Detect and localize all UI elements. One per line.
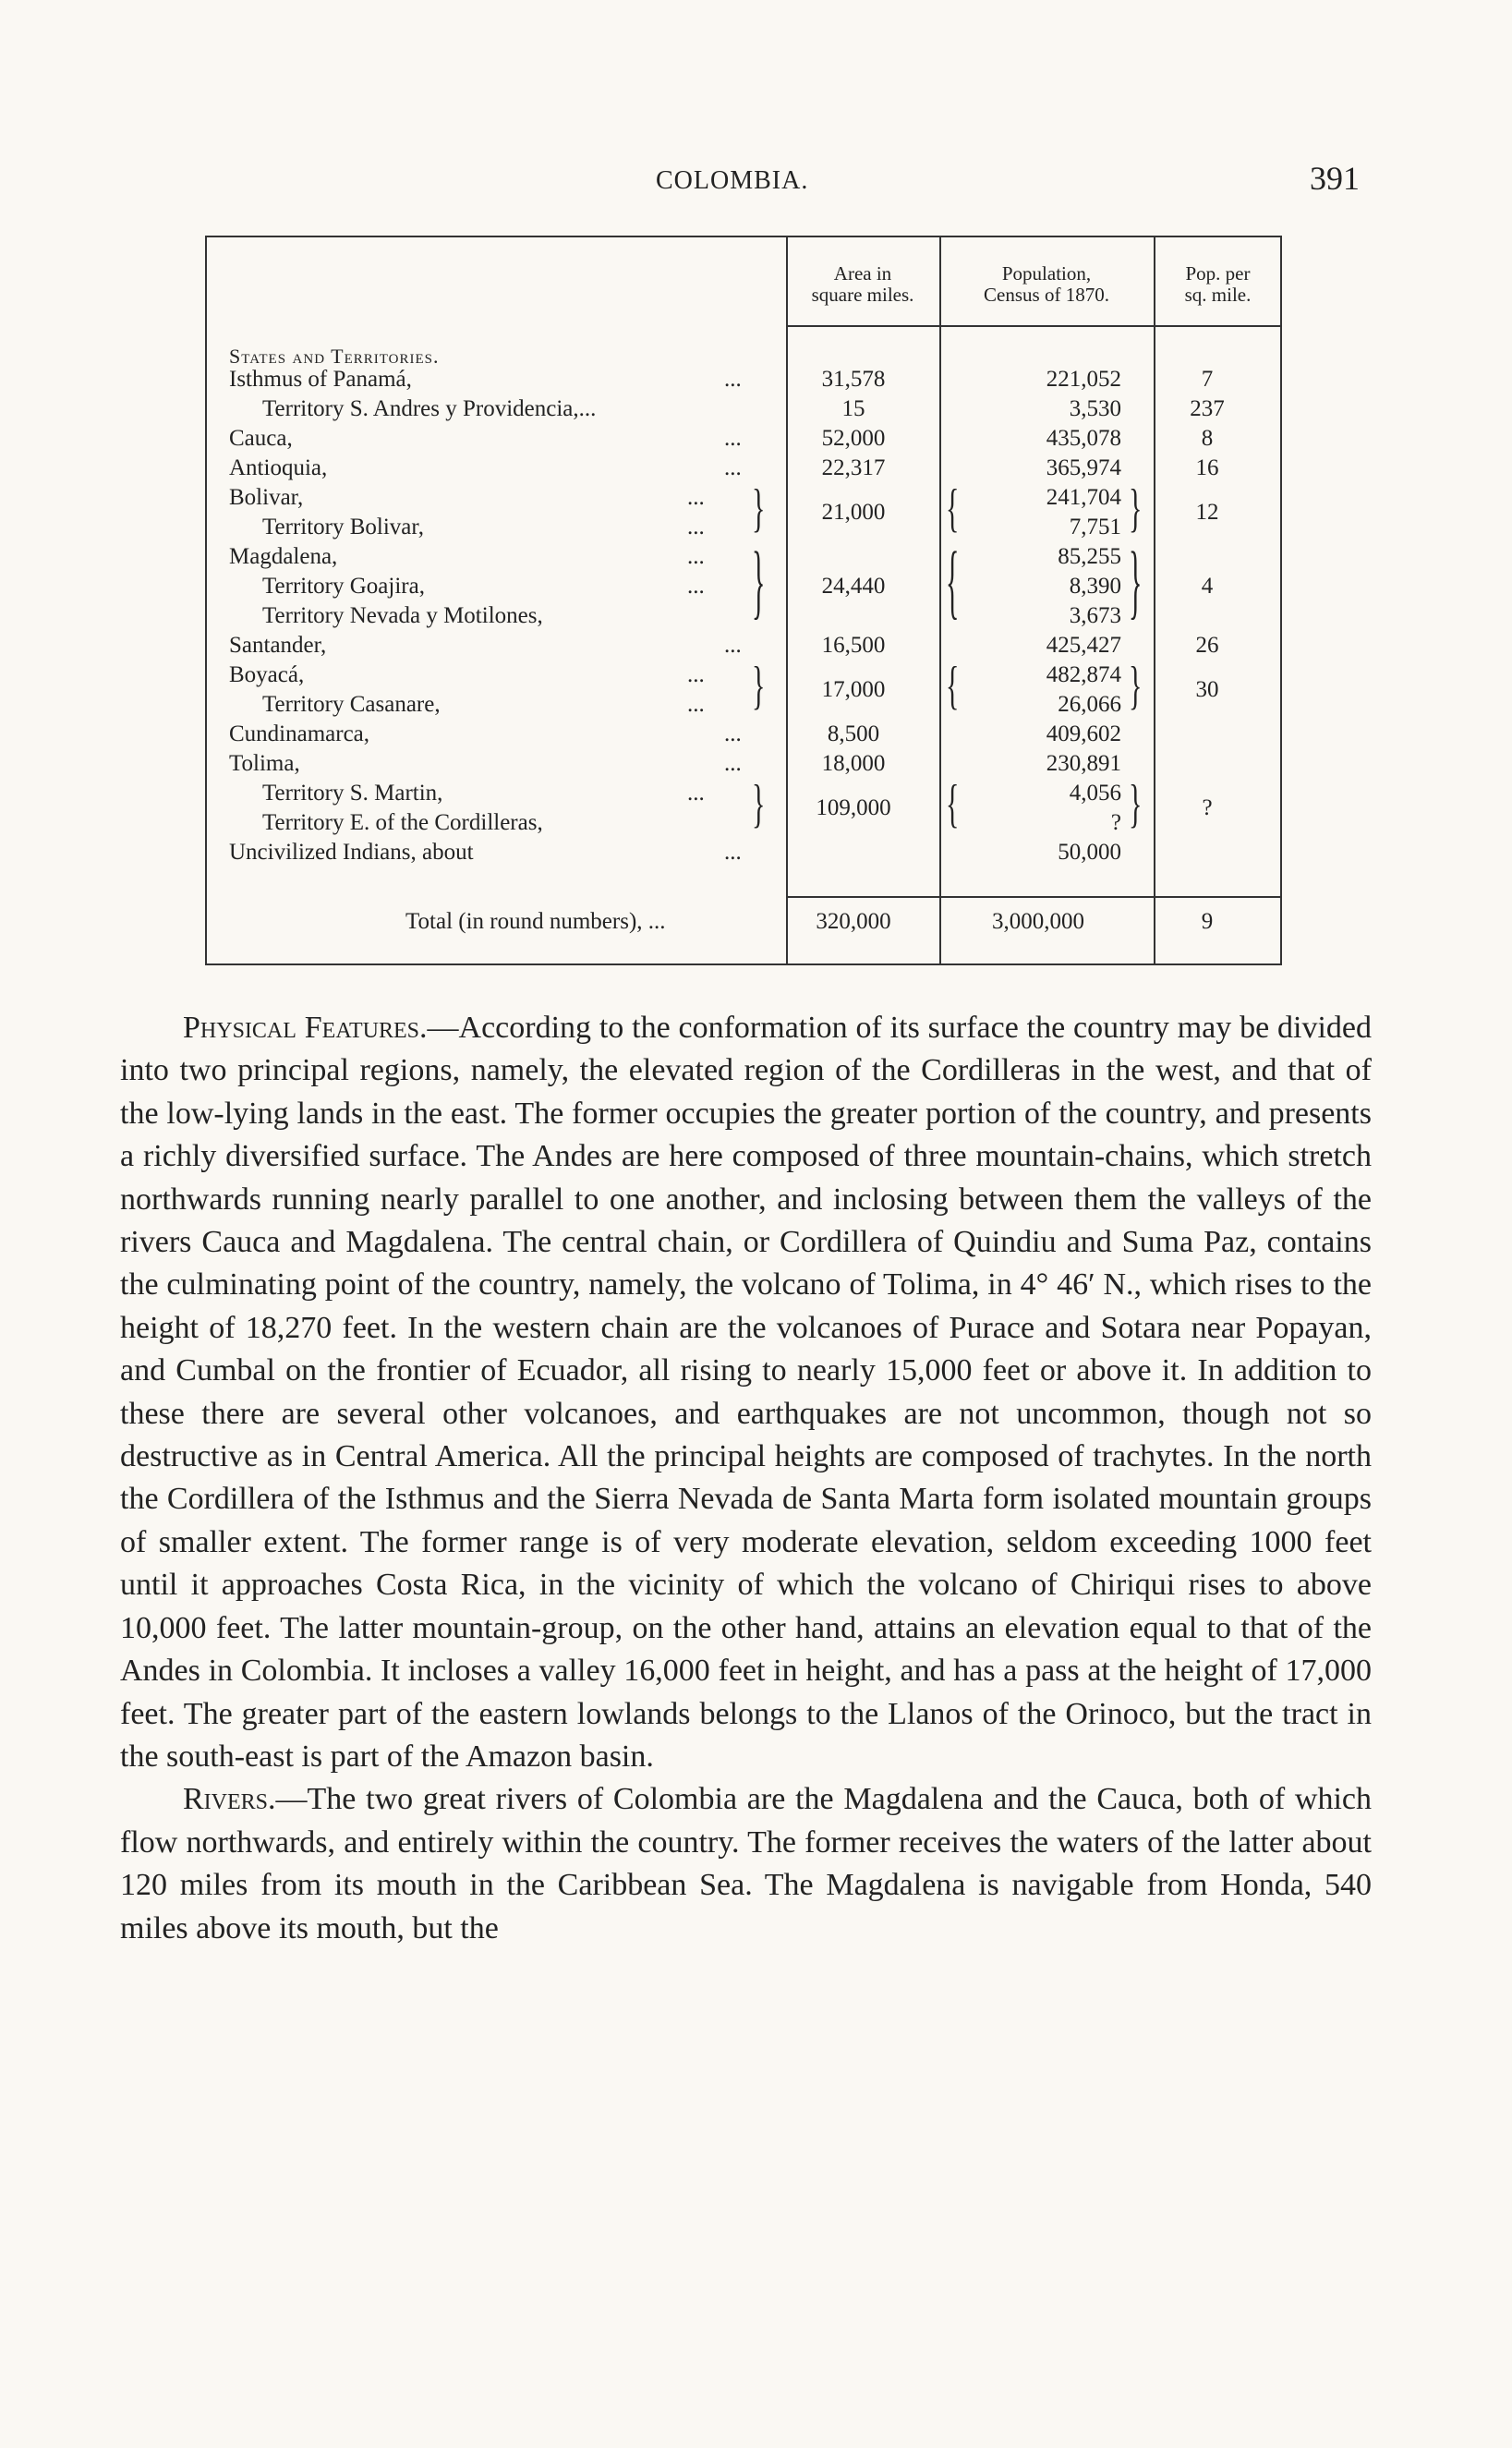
density-value: 7 — [1201, 367, 1214, 392]
total-area: 320,000 — [816, 909, 891, 934]
column-header-line: Area in — [833, 262, 892, 285]
population-value: 221,052 — [1046, 367, 1121, 392]
dot-leader: ... — [687, 485, 705, 510]
brace: } — [1129, 775, 1143, 834]
paragraph-physical-features — [120, 1007, 1372, 1778]
population-value: 8,390 — [1069, 574, 1121, 599]
page-header — [0, 159, 1512, 205]
population-value: 230,891 — [1046, 751, 1121, 776]
row-name: Tolima, — [229, 751, 300, 776]
row-name: Antioquia, — [229, 455, 328, 480]
population-value: 26,066 — [1058, 692, 1121, 717]
total-label: Total (in round numbers), ... — [405, 909, 666, 934]
section-heading: States and Territories. — [229, 345, 440, 368]
paragraph-heading: Physical Features. — [183, 1011, 428, 1045]
dot-leader: ... — [687, 544, 705, 569]
population-value: 85,255 — [1058, 544, 1121, 569]
density-value: ? — [1202, 795, 1213, 820]
paragraph-rivers — [120, 1778, 1372, 1950]
column-header-line: square miles. — [811, 284, 914, 306]
total-population: 3,000,000 — [992, 909, 1084, 934]
density-value: 12 — [1195, 500, 1219, 525]
column-header-line: Pop. per — [1185, 262, 1251, 285]
paragraph-body: —The two great rivers of Colombia are the Magdalena and the Cauca, both of which flow northwards, and entirely within the country. The former receives the waters of the latter about 120 miles from its mouth in the Caribbean Sea. The Magdalena is navigable from Honda, 540 miles above its mouth, but the — [120, 1782, 1372, 1945]
dot-leader: ... — [687, 515, 705, 539]
row-name: Territory S. Andres y Providencia,... — [262, 396, 597, 421]
area-value: 31,578 — [821, 367, 886, 392]
dot-leader: ... — [724, 367, 742, 392]
density-value: 16 — [1195, 455, 1219, 480]
population-value: 241,704 — [1046, 485, 1121, 510]
area-value: 22,317 — [821, 455, 886, 480]
area-value: 15 — [841, 396, 865, 421]
row-name: Territory E. of the Cordilleras, — [262, 810, 543, 835]
column-header-line: sq. mile. — [1184, 284, 1252, 306]
total-density: 9 — [1201, 909, 1214, 934]
population-value: ? — [1110, 810, 1121, 835]
brace: } — [752, 479, 766, 539]
row-name: Territory S. Martin, — [262, 781, 443, 806]
running-title: COLOMBIA. — [656, 166, 809, 195]
paragraph-body: —According to the conformation of its surface the country may be divided into two principal regions, namely, the elevated region of the Cordilleras in the west, and that of the low-lying lands in the east. The former occupies the greater portion of the country, and presents a richly diversified surface. The Andes are here composed of three mountain-chains, which stretch northwards running nearly parallel to one another, and inclosing between them the valleys of the rivers Cauca and Magdalena. The central chain, or Cordillera of Quindiu and Suma Paz, contains the culminating point of the country, namely, the volcano of Tolima, in 4° 46′ N., which rises to the height of 18,270 feet. In the western chain are the volcanoes of Purace and Sotara near Popayan, and Cumbal on the frontier of Ecuador, all rising to nearly 15,000 feet or above it. In addition to these there are several other volcanoes, and earthquakes are not uncommon, though not so destructive as in Central America. All the principal heights are composed of trachytes. In the north the Cordillera of the Isthmus and the Sierra Nevada de Santa Marta form isolated mountain groups of smaller extent. The former range is of very moderate elevation, seldom exceeding 1000 feet until it approaches Costa Rica, in the vicinity of which the volcano of Chiriqui rises to above 10,000 feet. The latter mountain-group, on the other hand, attains an elevation equal to that of the Andes in Colombia. It incloses a valley 16,000 feet in height, and has a pass at the height of 17,000 feet. The greater part of the eastern lowlands belongs to the Llanos of the Orinoco, but the tract in the south-east is part of the Amazon basin. — [120, 1011, 1372, 1774]
brace: { — [946, 775, 960, 834]
area-value: 16,500 — [821, 633, 886, 658]
density-value: 30 — [1195, 677, 1219, 702]
row-name: Territory Casanare, — [262, 692, 441, 717]
page-number: 391 — [1310, 160, 1360, 197]
density-value: 8 — [1201, 426, 1214, 451]
population-value: 7,751 — [1069, 515, 1121, 539]
brace: } — [752, 657, 766, 716]
brace: } — [1129, 537, 1143, 628]
dot-leader: ... — [724, 633, 742, 658]
header-rule — [786, 325, 1281, 327]
dot-leader: ... — [724, 721, 742, 746]
column-header-population — [939, 263, 1154, 306]
dot-leader: ... — [687, 692, 705, 717]
row-name: Territory Bolivar, — [262, 515, 424, 539]
dot-leader: ... — [687, 662, 705, 687]
dot-leader: ... — [687, 781, 705, 806]
column-rule — [939, 237, 941, 963]
dot-leader: ... — [724, 751, 742, 776]
column-header-density — [1154, 263, 1282, 306]
dot-leader: ... — [724, 455, 742, 480]
population-value: 435,078 — [1046, 426, 1121, 451]
dot-leader: ... — [724, 840, 742, 865]
brace: } — [1129, 479, 1143, 539]
density-value: 237 — [1190, 396, 1225, 421]
density-value: 26 — [1195, 633, 1219, 658]
area-value: 109,000 — [816, 795, 891, 820]
density-value: 4 — [1201, 574, 1214, 599]
statistics-table — [205, 236, 1282, 965]
brace: } — [1129, 657, 1143, 716]
brace: { — [946, 479, 960, 539]
column-header-line: Census of 1870. — [984, 284, 1109, 306]
brace: { — [946, 657, 960, 716]
row-name: Isthmus of Panamá, — [229, 367, 412, 392]
row-name: Bolivar, — [229, 485, 304, 510]
area-value: 17,000 — [821, 677, 886, 702]
population-value: 365,974 — [1046, 455, 1121, 480]
row-name: Cundinamarca, — [229, 721, 370, 746]
row-name: Boyacá, — [229, 662, 305, 687]
brace: { — [946, 537, 960, 628]
column-header-line: Population, — [1001, 262, 1092, 285]
row-name: Cauca, — [229, 426, 293, 451]
row-name: Santander, — [229, 633, 327, 658]
brace: } — [752, 537, 766, 628]
area-value: 18,000 — [821, 751, 886, 776]
dot-leader: ... — [687, 574, 705, 599]
row-name: Uncivilized Indians, about — [229, 840, 474, 865]
area-value: 8,500 — [827, 721, 880, 746]
population-value: 3,673 — [1069, 603, 1121, 628]
population-value: 4,056 — [1069, 781, 1121, 806]
row-name: Territory Nevada y Motilones, — [262, 603, 543, 628]
brace: } — [752, 775, 766, 834]
body-text — [120, 1007, 1372, 1950]
row-name: Magdalena, — [229, 544, 338, 569]
dot-leader: ... — [724, 426, 742, 451]
area-value: 24,440 — [821, 574, 886, 599]
paragraph-heading: Rivers. — [183, 1782, 276, 1817]
population-value: 50,000 — [1058, 840, 1121, 865]
row-name: Territory Goajira, — [262, 574, 425, 599]
column-header-area — [786, 263, 939, 306]
population-value: 482,874 — [1046, 662, 1121, 687]
area-value: 52,000 — [821, 426, 886, 451]
population-value: 3,530 — [1069, 396, 1121, 421]
population-value: 409,602 — [1046, 721, 1121, 746]
column-rule — [1154, 237, 1155, 963]
total-rule — [786, 896, 1281, 898]
population-value: 425,427 — [1046, 633, 1121, 658]
area-value: 21,000 — [821, 500, 886, 525]
